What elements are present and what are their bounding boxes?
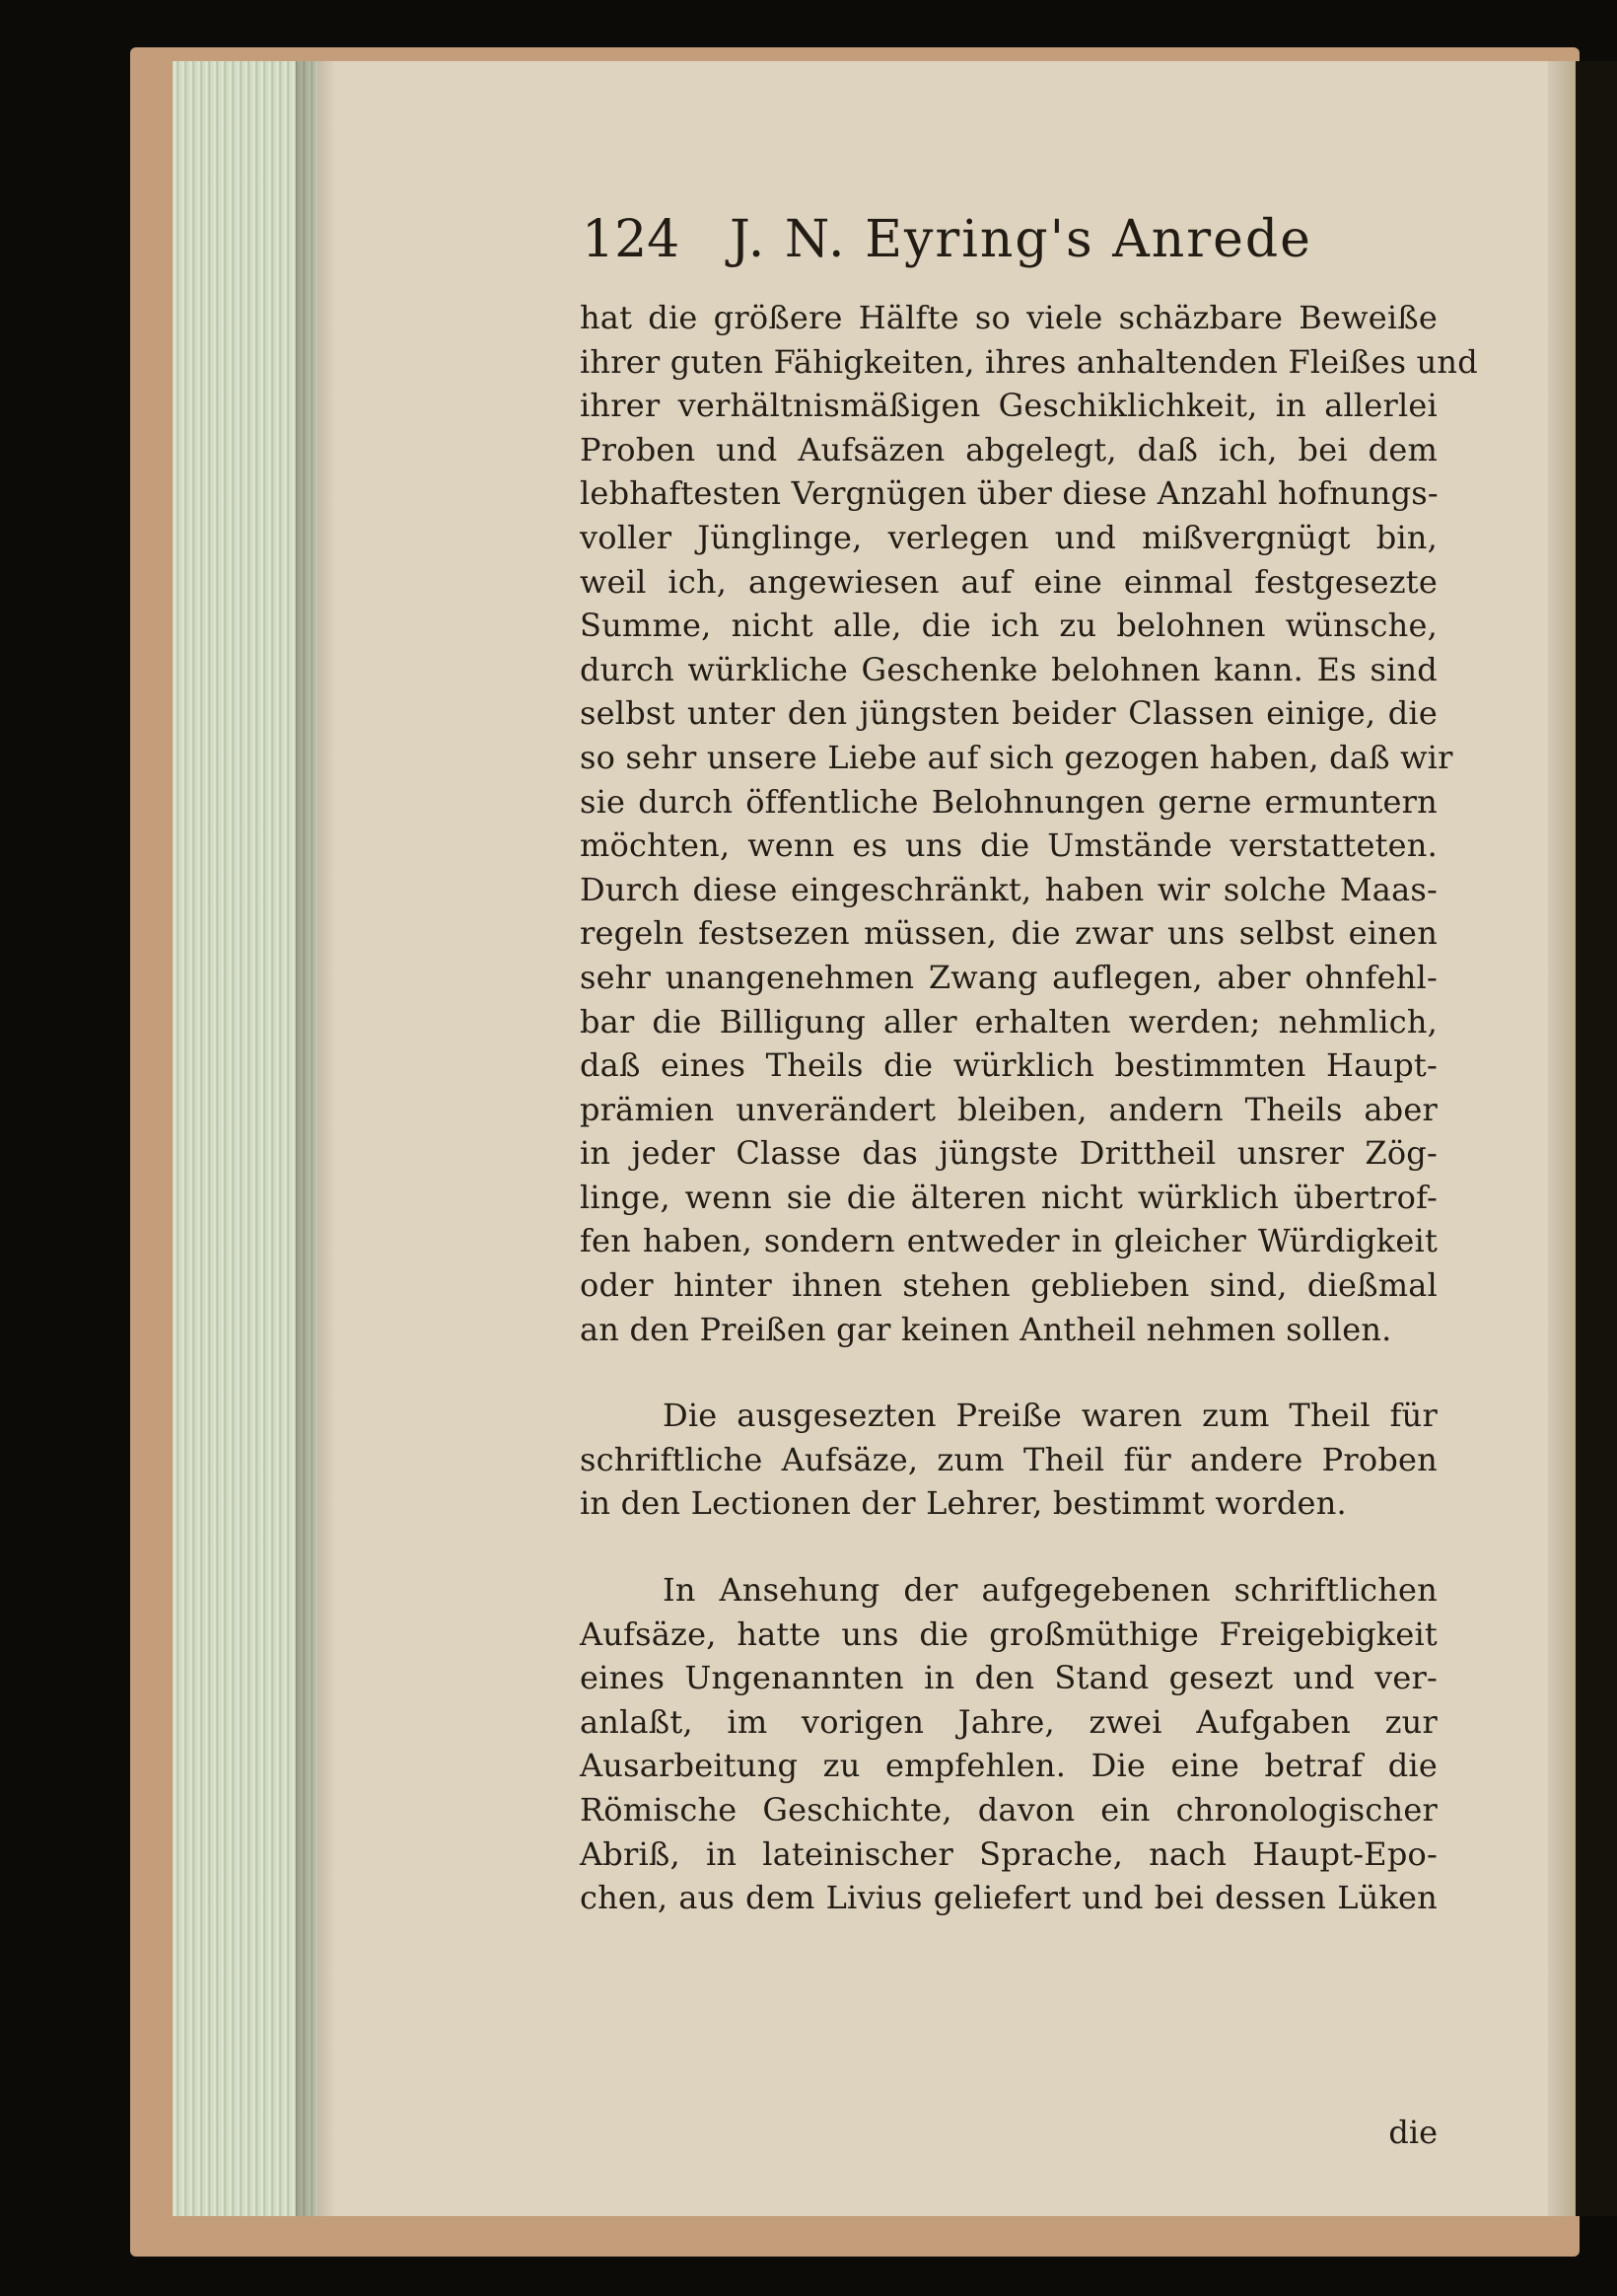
text-line: fen haben, sondern entweder in gleicher Würdigkeit bbox=[580, 1222, 1438, 1260]
text-line: Die ausgesezten Preiße waren zum Theil für bbox=[663, 1397, 1438, 1435]
text-line: in den Lectionen der Lehrer, bestimmt worden. bbox=[580, 1484, 1347, 1523]
text-line: an den Preißen gar keinen Antheil nehmen sollen. bbox=[580, 1310, 1392, 1348]
body-text bbox=[580, 296, 1478, 1920]
text-line: Aufsäze, hatte uns die großmüthige Freigebigkeit bbox=[580, 1614, 1438, 1653]
text-line: Proben und Aufsäzen abgelegt, daß ich, bei dem bbox=[580, 430, 1438, 468]
text-line: möchten, wenn es uns die Umstände verstatteten. bbox=[580, 826, 1438, 865]
text-line: oder hinter ihnen stehen geblieben sind, dießmal bbox=[580, 1266, 1438, 1305]
text-line: Abriß, in lateinischer Sprache, nach Haupt-Epo- bbox=[580, 1834, 1438, 1873]
paragraph-3 bbox=[580, 1568, 1438, 1920]
running-title: J. N. Eyring's Anrede bbox=[730, 210, 1312, 269]
paragraph-1 bbox=[580, 296, 1478, 1351]
text-line: selbst unter den jüngsten beider Classen einige, die bbox=[580, 694, 1438, 733]
text-line: lebhaftesten Vergnügen über diese Anzahl hofnungs- bbox=[580, 474, 1439, 513]
text-line: sehr unangenehmen Zwang auflegen, aber ohnfehl- bbox=[580, 958, 1438, 996]
text-line: prämien unverändert bleiben, andern Theils aber bbox=[580, 1090, 1438, 1128]
text-line: daß eines Theils die würklich bestimmten Haupt- bbox=[580, 1046, 1438, 1085]
text-line: weil ich, angewiesen auf eine einmal festgesezte bbox=[580, 562, 1438, 601]
binding-shadow bbox=[296, 61, 335, 2216]
text-line: Durch diese eingeschränkt, haben wir solche Maas- bbox=[580, 870, 1438, 908]
text-line: in jeder Classe das jüngste Drittheil unsrer Zög- bbox=[580, 1134, 1438, 1173]
text-line: anlaßt, im vorigen Jahre, zwei Aufgaben zur bbox=[580, 1702, 1438, 1741]
text-line: durch würkliche Geschenke belohnen kann. Es sind bbox=[580, 650, 1438, 688]
text-line: chen, aus dem Livius geliefert und bei dessen Lüken bbox=[580, 1879, 1438, 1917]
catchword: die bbox=[1388, 2114, 1438, 2151]
text-line: voller Jünglinge, verlegen und mißvergnügt bin, bbox=[580, 518, 1438, 556]
text-line: Ausarbeitung zu empfehlen. Die eine betraf die bbox=[580, 1747, 1438, 1785]
text-line: ihrer verhältnismäßigen Geschiklichkeit, in allerlei bbox=[580, 387, 1438, 425]
text-line: regeln festsezen müssen, die zwar uns selbst einen bbox=[580, 914, 1438, 953]
running-header bbox=[582, 205, 1312, 274]
scan-border bbox=[1576, 61, 1617, 2216]
text-line: ihrer guten Fähigkeiten, ihres anhaltenden Fleißes und bbox=[580, 342, 1478, 381]
page-number: 124 bbox=[582, 210, 680, 269]
text-line: In Ansehung der aufgegebenen schriftlichen bbox=[663, 1571, 1438, 1610]
text-line: hat die größere Hälfte so viele schäzbare Beweiße bbox=[580, 299, 1438, 336]
text-line: bar die Billigung aller erhalten werden; nehmlich, bbox=[580, 1002, 1438, 1040]
text-line: linge, wenn sie die älteren nicht würklich übertrof- bbox=[580, 1178, 1438, 1216]
text-line: schriftliche Aufsäze, zum Theil für andere Proben bbox=[580, 1440, 1438, 1478]
text-line: so sehr unsere Liebe auf sich gezogen haben, daß wir bbox=[580, 738, 1453, 776]
text-line: sie durch öffentliche Belohnungen gerne ermuntern bbox=[580, 782, 1438, 821]
text-line: Römische Geschichte, davon ein chronologischer bbox=[580, 1791, 1438, 1829]
text-line: eines Ungenannten in den Stand gesezt und ver- bbox=[580, 1659, 1438, 1697]
text-line: Summe, nicht alle, die ich zu belohnen wünsche, bbox=[580, 607, 1438, 645]
paragraph-2 bbox=[580, 1394, 1438, 1526]
